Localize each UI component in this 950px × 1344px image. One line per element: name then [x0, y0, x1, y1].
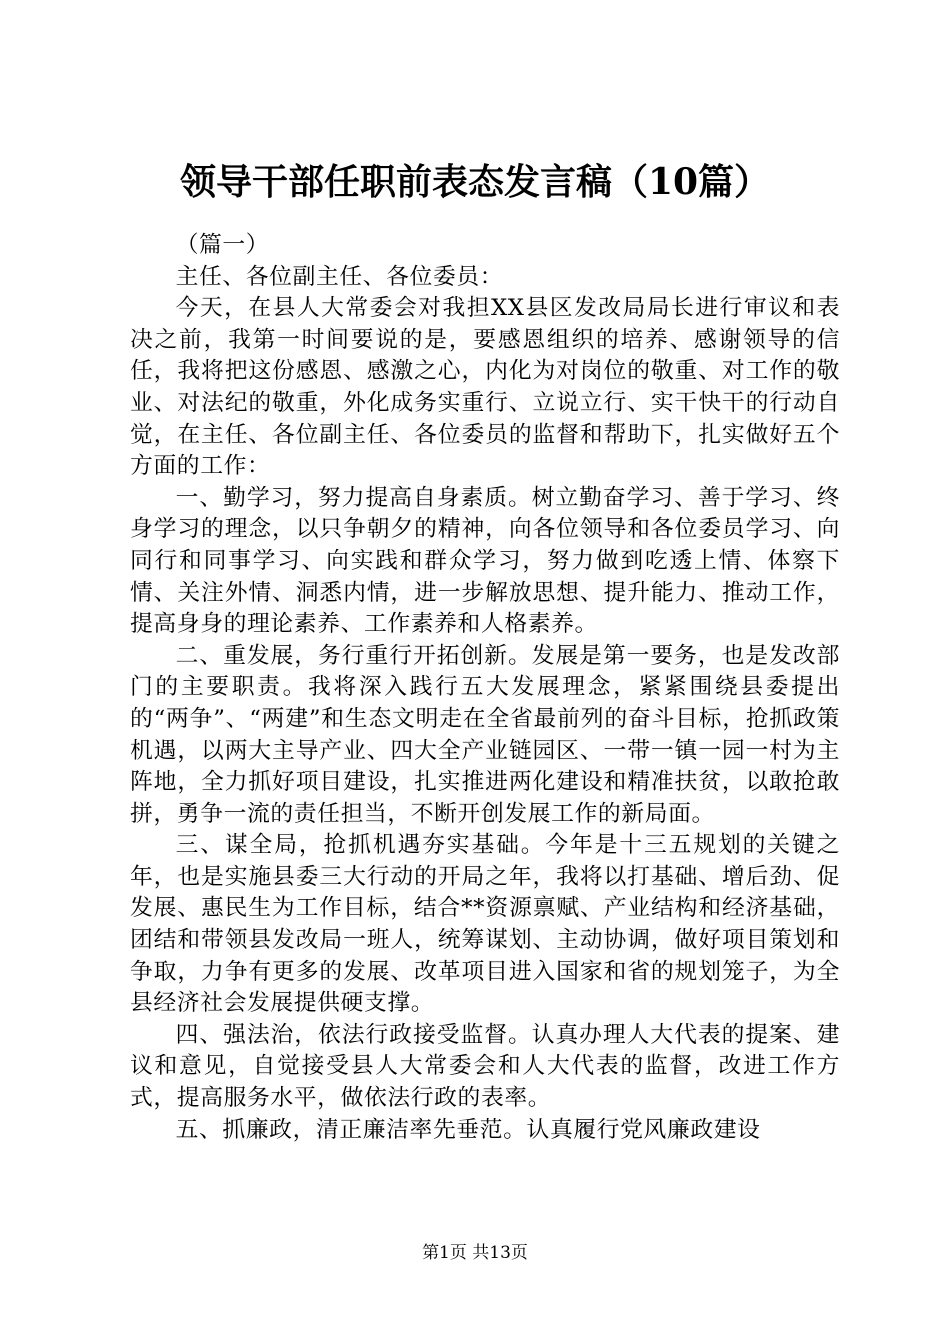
paragraph: 一、勤学习，努力提高自身素质。树立勤奋学习、善于学习、终身学习的理念，以只争朝夕的精神，向各位领导和各位委员学习、向同行和同事学习、向实践和群众学习，努力做到吃透上情、体察下情、关注外情、洞悉内情，进一步解放思想、提升能力、推动工作，提高身身的理论素养、工作素养和人格素养。: [130, 484, 840, 638]
paragraph: 二、重发展，务行重行开拓创新。发展是第一要务，也是发改部门的主要职责。我将深入践行五大发展理念，紧紧围绕县委提出的“两争”、“两建”和生态文明走在全省最前列的奋斗目标，抢抓政策机遇，以两大主导产业、四大全产业链园区、一带一镇一园一村为主阵地，全力抓好项目建设，扎实推进两化建设和精准扶贫，以敢抢敢拼，勇争一流的责任担当，不断开创发展工作的新局面。: [130, 642, 840, 827]
document-body: [130, 230, 840, 1146]
paragraph: 今天，在县人大常委会对我担XX县区发改局局长进行审议和表决之前，我第一时间要说的是，要感恩组织的培养、感谢领导的信任，我将把这份感恩、感激之心，内化为对岗位的敬重、对工作的敬业、对法纪的敬重，外化成务实重行、立说立行、实干快干的行动自觉，在主任、各位副主任、各位委员的监督和帮助下，扎实做好五个方面的工作：: [130, 295, 840, 480]
paragraph: 三、谋全局，抢抓机遇夯实基础。今年是十三五规划的关键之年，也是实施县委三大行动的开局之年，我将以打基础、增后劲、促发展、惠民生为工作目标，结合**资源禀赋、产业结构和经济基础，团结和带领县发改局一班人，统筹谋划、主动协调，做好项目策划和争取，力争有更多的发展、改革项目进入国家和省的规划笼子，为全县经济社会发展提供硬支撑。: [130, 832, 840, 1017]
section-label: （篇一）: [175, 232, 270, 258]
page-footer: 第1页 共13页: [422, 1243, 528, 1263]
document-title: 领导干部任职前表态发言稿（10篇）: [179, 161, 771, 203]
paragraph: 五、抓廉政，清正廉洁率先垂范。认真履行党风廉政建设: [175, 1116, 761, 1143]
paragraph: 四、强法治，依法行政接受监督。认真办理人大代表的提案、建议和意见，自觉接受县人大常委会和人大代表的监督，改进工作方式，提高服务水平，做依法行政的表率。: [130, 1021, 840, 1112]
salutation: 主任、各位副主任、各位委员：: [175, 263, 504, 290]
